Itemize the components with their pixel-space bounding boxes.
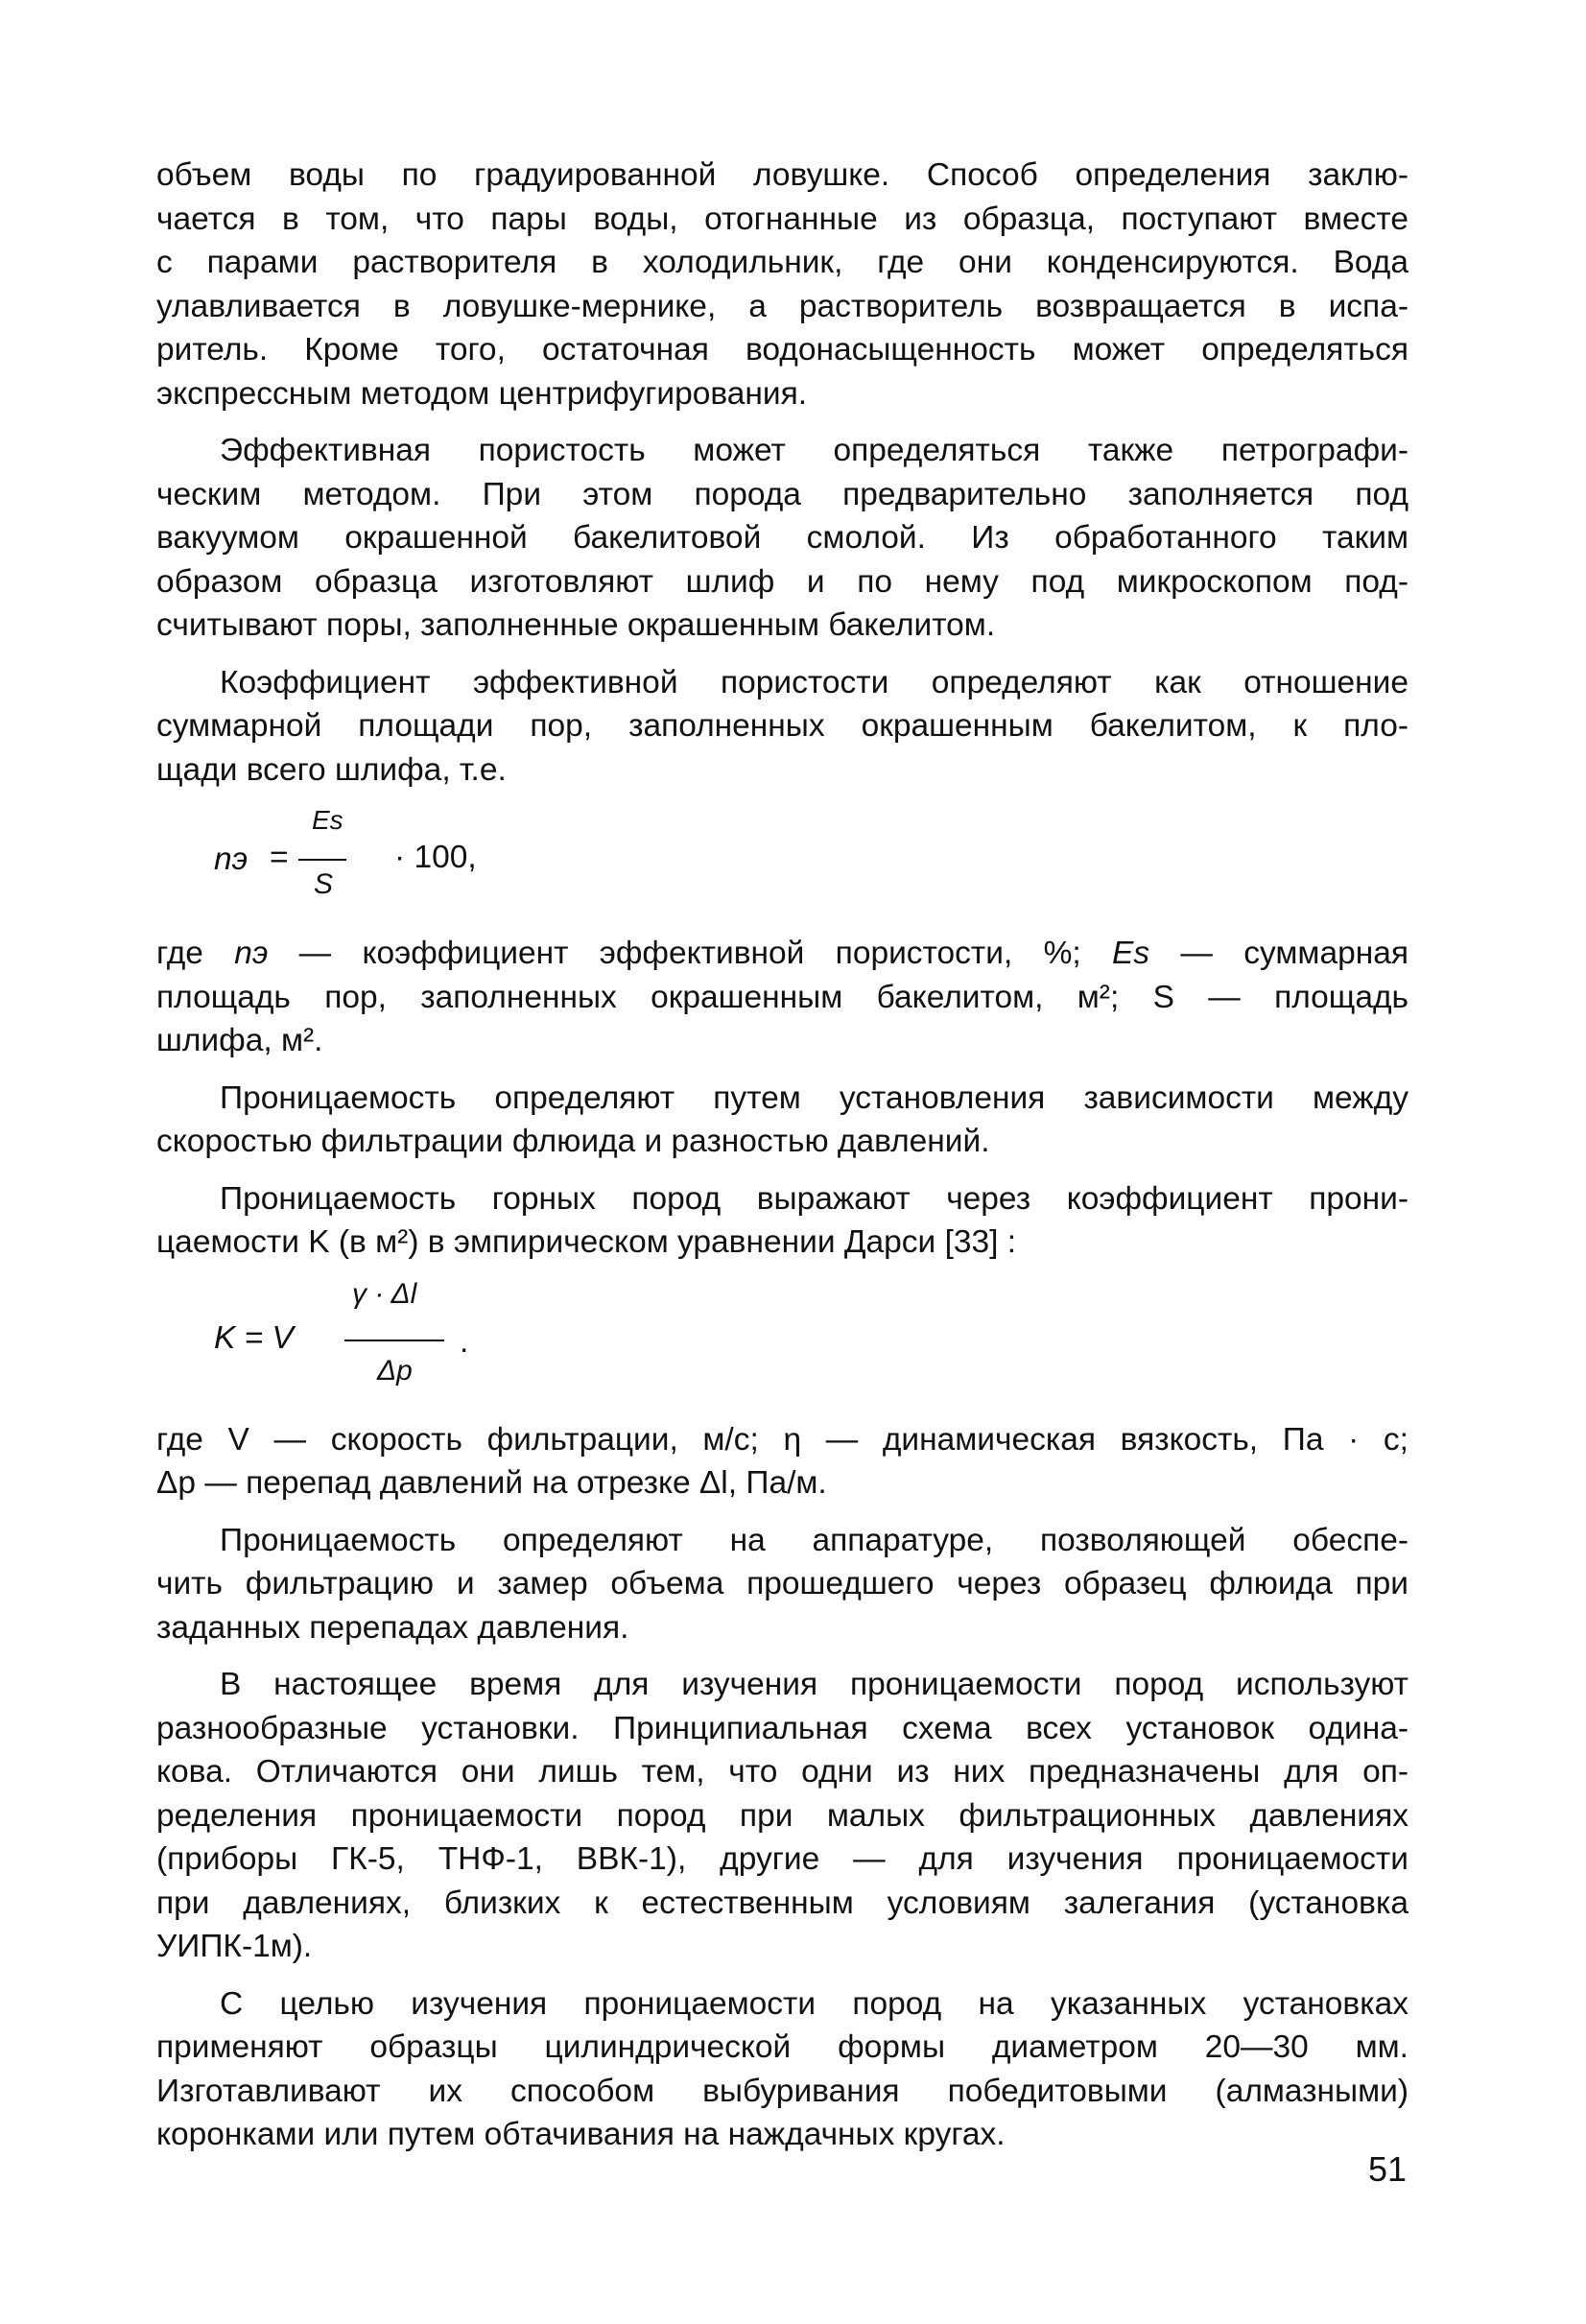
formula-tail: . [460, 1323, 469, 1360]
text-line [156, 932, 1408, 976]
text-line: суммарной площади пор, заполненных окрашенным бакелитом, к пло- [156, 708, 1408, 744]
text-fragment: где [156, 936, 235, 971]
text-line: образом образца изготовляют шлиф и по нему под микроскопом под- [156, 563, 1408, 600]
formula-lhs: nэ [214, 842, 249, 877]
text-line: шлифа, м². [156, 1023, 323, 1058]
variable-n-e: nэ [234, 936, 269, 971]
text-line: Проницаемость определяют путем установления зависимости между [220, 1079, 1408, 1116]
paragraph-5 [156, 1077, 1408, 1164]
text-line: при давлениях, близких к естественным условиям залегания (установка [156, 1885, 1408, 1921]
paragraph-10 [156, 1982, 1408, 2157]
text-line: где V — скорость фильтрации, м/с; η — динамическая вязкость, Па · с; [156, 1421, 1408, 1458]
formula-darcy [156, 1278, 1408, 1405]
text-line: разнообразные установки. Принципиальная схема всех установок одина- [156, 1710, 1408, 1746]
paragraph-4 [156, 932, 1408, 1063]
text-line: С целью изучения проницаемости пород на указанных установках [220, 1985, 1408, 2022]
text-line: Проницаемость горных пород выражают через коэффициент прони- [220, 1180, 1408, 1217]
text-line: улавливается в ловушке-мернике, а растворитель возвращается в испа- [156, 288, 1408, 324]
text-line: чается в том, что пары воды, отогнанные из образца, поступают вместе [156, 201, 1408, 237]
text-line: В настоящее время для изучения проницаемости пород используют [220, 1667, 1408, 1702]
paragraph-6 [156, 1177, 1408, 1265]
paragraph-9 [156, 1663, 1408, 1969]
text-line: Проницаемость определяют на аппаратуре, позволяющей обеспе- [220, 1522, 1408, 1558]
text-line: площадь пор, заполненных окрашенным бакелитом, м²; S — площадь [156, 979, 1408, 1015]
text-line: чить фильтрацию и замер объема прошедшего через образец флюида при [156, 1566, 1408, 1601]
text-fragment: — коэффициент эффективной пористости, %; [268, 936, 1112, 971]
text-line: ческим методом. При этом порода предварительно заполняется под [156, 476, 1408, 512]
paragraph-1 [156, 154, 1408, 415]
text-line: применяют образцы цилиндрической формы диаметром 20—30 мм. [156, 2029, 1408, 2065]
text-line: заданных перепадах давления. [156, 1609, 629, 1646]
text-line: Коэффициент эффективной пористости определяют как отношение [220, 664, 1408, 700]
formula-equals: = [270, 840, 289, 875]
text-line: Δp — перепад давлений на отрезке Δl, Па/м. [156, 1465, 827, 1501]
text-line: щади всего шлифа, т.е. [156, 751, 507, 788]
page-number: 51 [1368, 2149, 1408, 2189]
paragraph-2 [156, 429, 1408, 648]
text-line: ритель. Кроме того, остаточная водонасыщенность может определяться [156, 332, 1408, 368]
paragraph-7 [156, 1418, 1408, 1506]
text-fragment: — суммарная [1149, 936, 1408, 971]
paragraph-3 [156, 661, 1408, 793]
formula-tail: · 100, [394, 840, 477, 875]
fraction-bar [344, 1340, 444, 1341]
formula-lhs: K = V [214, 1319, 294, 1356]
text-line: Эффективная пористость может определяться также петрографи- [220, 433, 1408, 468]
formula-effective-porosity [156, 805, 1408, 918]
fraction-bar [298, 859, 346, 861]
text-line: объем воды по градуированной ловушке. Способ определения заклю- [156, 157, 1408, 193]
text-line: экспрессным методом центрифугирования. [156, 375, 808, 412]
formula-denominator: S [314, 868, 334, 900]
formula-numerator: γ · Δl [352, 1277, 417, 1310]
formula-numerator: Es [312, 805, 343, 835]
text-line: вакуумом окрашенной бакелитовой смолой. Из обработанного таким [156, 520, 1408, 556]
text-line: с парами растворителя в холодильник, где они конденсируются. Вода [156, 245, 1408, 280]
text-line: коронками или путем обтачивания на наждачных кругах. [156, 2117, 1006, 2152]
page-body [156, 154, 1408, 2170]
text-line: считывают поры, заполненные окрашенным бакелитом. [156, 607, 996, 643]
variable-e-s: Es [1112, 936, 1150, 971]
formula-denominator: Δp [377, 1354, 413, 1387]
text-line: УИПК-1м). [156, 1929, 313, 1964]
text-line: цаемости K (в м²) в эмпирическом уравнении Дарси [33] : [156, 1224, 1017, 1260]
text-line: ределения проницаемости пород при малых фильтрационных давлениях [156, 1797, 1408, 1834]
text-line: скоростью фильтрации флюида и разностью давлений. [156, 1124, 990, 1159]
text-line: (приборы ГК-5, ТНФ-1, ВВК-1), другие — для изучения проницаемости [156, 1841, 1408, 1877]
paragraph-8 [156, 1519, 1408, 1650]
text-line: Изготавливают их способом выбуривания победитовыми (алмазными) [156, 2073, 1408, 2109]
text-line: кова. Отличаются они лишь тем, что одни из них предназначены для оп- [156, 1754, 1408, 1790]
